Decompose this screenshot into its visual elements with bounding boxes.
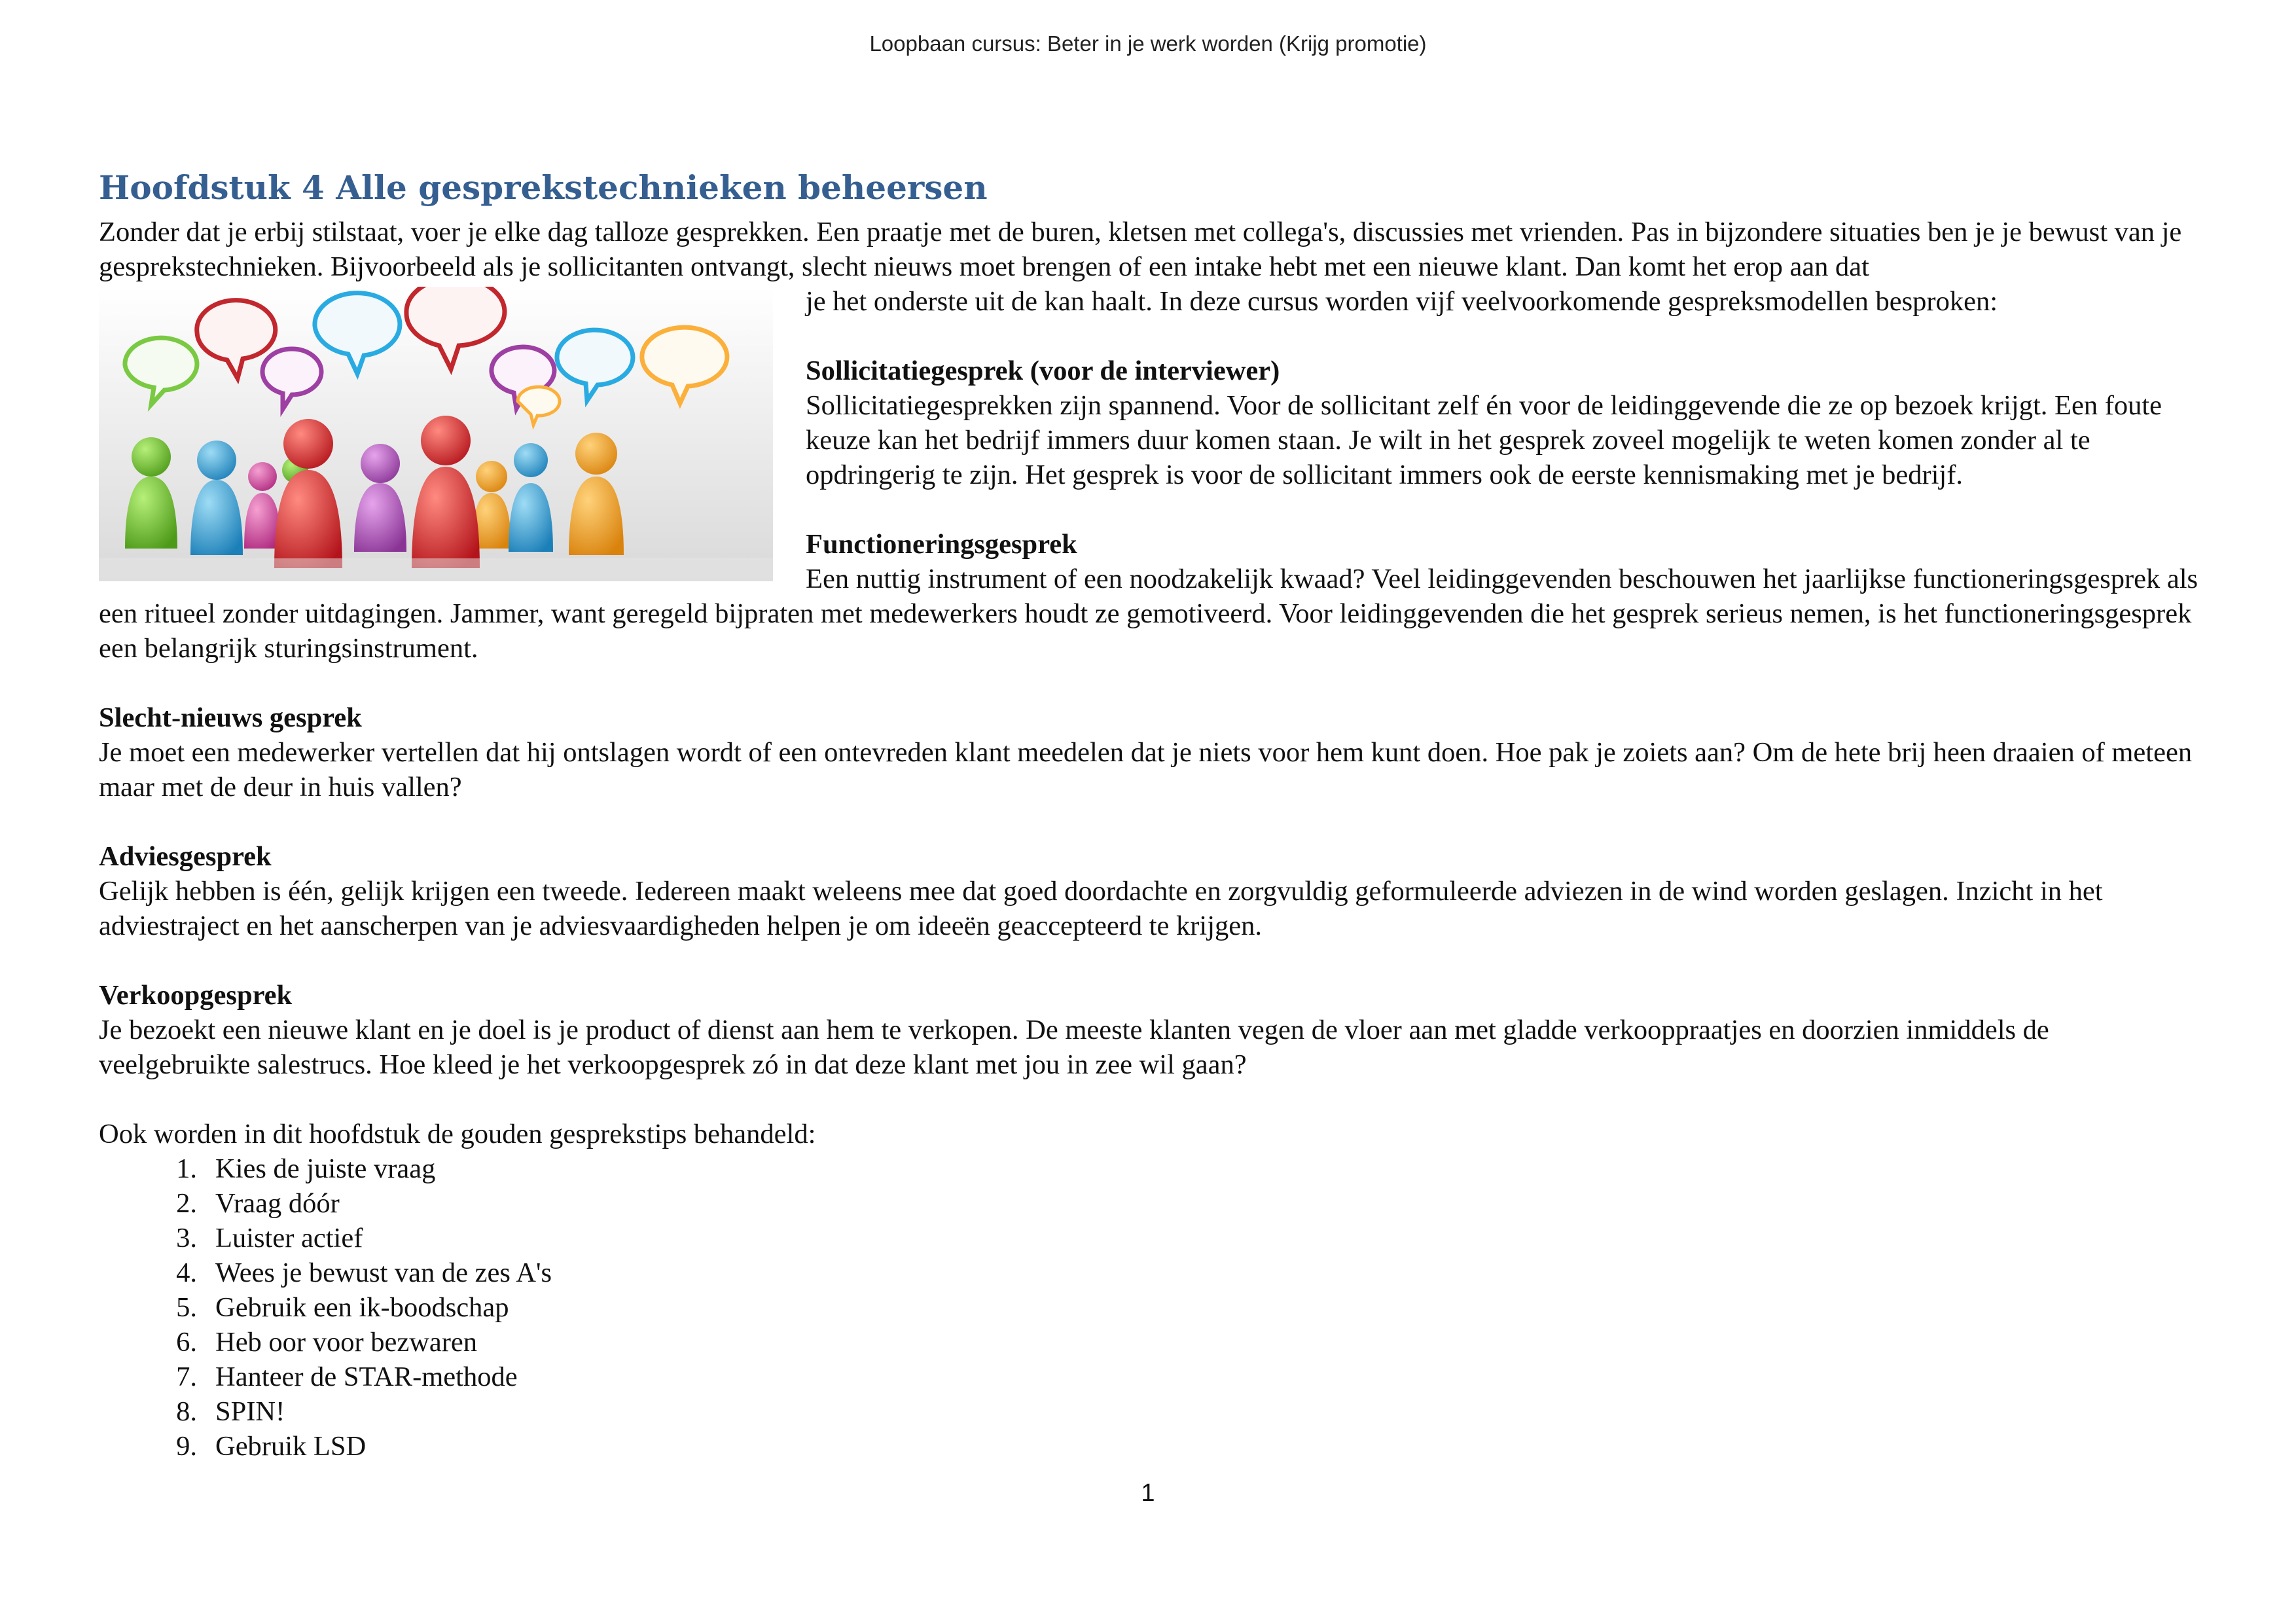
list-item	[99, 1221, 2206, 1255]
list-item-text: Gebruik een ik-boodschap	[215, 1292, 509, 1323]
list-item-number: 2.	[176, 1188, 197, 1219]
section-heading: Slecht-nieuws gesprek	[99, 702, 362, 733]
list-item	[99, 1360, 2206, 1394]
people-speech-bubbles-icon	[99, 287, 773, 581]
chapter-intro-part1: Zonder dat je erbij stilstaat, voer je elke dag talloze gesprekken. Een praatje met de buren, kletsen met collega's, discussies met vrienden. Pas in bijzondere situaties ben je je bewust van je gesprekstechnieken. Bijvoorbeeld als je sollicitanten ontvangt, slecht nieuws moet brengen of een intake hebt met een nieuwe klant. Dan komt het erop aan dat	[99, 217, 2182, 282]
list-item	[99, 1429, 2206, 1464]
section-body: Sollicitatiegesprekken zijn spannend. Voor de sollicitant zelf én voor de leidinggevende die ze op bezoek krijgt. Een foute keuze kan het bedrijf immers duur komen staan. Je wilt in het gesprek zoveel mogelijk te weten komen zonder al te opdringerig te zijn. Het gesprek is voor de sollicitant immers ook de eerste kennismaking met je bedrijf.	[806, 390, 2162, 490]
list-item-number: 4.	[176, 1257, 197, 1288]
section-heading: Adviesgesprek	[99, 841, 272, 872]
list-item-number: 8.	[176, 1396, 197, 1427]
section-body: Gelijk hebben is één, gelijk krijgen een tweede. Iedereen maakt weleens mee dat goed doordachte en zorgvuldig geformuleerde adviezen in de wind worden geslagen. Inzicht in het adviestraject en het aanscherpen van je adviesvaardigheden helpen je om ideeën geaccepteerd te krijgen.	[99, 876, 2103, 941]
section-body: Een nuttig instrument of een noodzakelijk kwaad? Veel leidinggevenden beschouwen het jaarlijkse functioneringsgesprek als een ritueel zonder uitdagingen. Jammer, want geregeld bijpraten met medewerkers houdt ze gemotiveerd. Voor leidinggevenden die het gesprek serieus nemen, is het functioneringsgesprek een belangrijk sturingsinstrument.	[99, 564, 2198, 664]
section-heading: Verkoopgesprek	[99, 980, 293, 1011]
list-item-text: Wees je bewust van de zes A's	[215, 1257, 552, 1288]
list-item-number: 5.	[176, 1292, 197, 1323]
chapter-title: Hoofdstuk 4 Alle gesprekstechnieken beheersen	[99, 168, 988, 207]
tips-list	[99, 1151, 2206, 1464]
list-item	[99, 1325, 2206, 1360]
wrapped-section-block	[99, 284, 2206, 666]
list-item-number: 6.	[176, 1327, 197, 1358]
list-item-text: Vraag dóór	[215, 1188, 340, 1219]
paragraph-gap	[99, 943, 2206, 978]
tips-intro: Ook worden in dit hoofdstuk de gouden gesprekstips behandeld:	[99, 1119, 816, 1149]
list-item	[99, 1290, 2206, 1325]
section-body: Je bezoekt een nieuwe klant en je doel is je product of dienst aan hem te verkopen. De meeste klanten vegen de vloer aan met gladde verkooppraatjes en doorzien inmiddels de veelgebruikte salestrucs. Hoe kleed je het verkoopgesprek zó in dat deze klant met jou in zee wil gaan?	[99, 1015, 2049, 1080]
section-heading: Sollicitatiegesprek (voor de interviewer)	[806, 355, 1280, 386]
list-item-number: 9.	[176, 1431, 197, 1462]
paragraph-gap	[99, 1082, 2206, 1117]
running-header: Loopbaan cursus: Beter in je werk worden (Krijg promotie)	[869, 31, 1427, 56]
page-number: 1	[1141, 1479, 1155, 1507]
chapter-intro-part2: je het onderste uit de kan haalt. In deze cursus worden vijf veelvoorkomende gespreksmodellen besproken:	[806, 286, 1998, 317]
list-item-text: Luister actief	[215, 1223, 363, 1254]
list-item-text: Gebruik LSD	[215, 1431, 367, 1462]
list-item-number: 7.	[176, 1362, 197, 1392]
paragraph-gap	[99, 666, 2206, 700]
list-item-number: 1.	[176, 1153, 197, 1184]
list-item	[99, 1151, 2206, 1186]
list-item-text: Heb oor voor bezwaren	[215, 1327, 478, 1358]
list-item	[99, 1255, 2206, 1290]
section-heading: Functioneringsgesprek	[806, 529, 1077, 560]
paragraph-gap	[99, 804, 2206, 839]
section-body: Je moet een medewerker vertellen dat hij ontslagen wordt of een ontevreden klant meedelen dat je niets voor hem kunt doen. Hoe pak je zoiets aan? Om de hete brij heen draaien of meteen maar met de deur in huis vallen?	[99, 737, 2193, 803]
list-item-text: Kies de juiste vraag	[215, 1153, 436, 1184]
list-item-number: 3.	[176, 1223, 197, 1254]
list-item-text: Hanteer de STAR-methode	[215, 1362, 518, 1392]
list-item-text: SPIN!	[215, 1396, 285, 1427]
list-item	[99, 1394, 2206, 1429]
list-item	[99, 1186, 2206, 1221]
document-body	[99, 161, 2206, 1464]
